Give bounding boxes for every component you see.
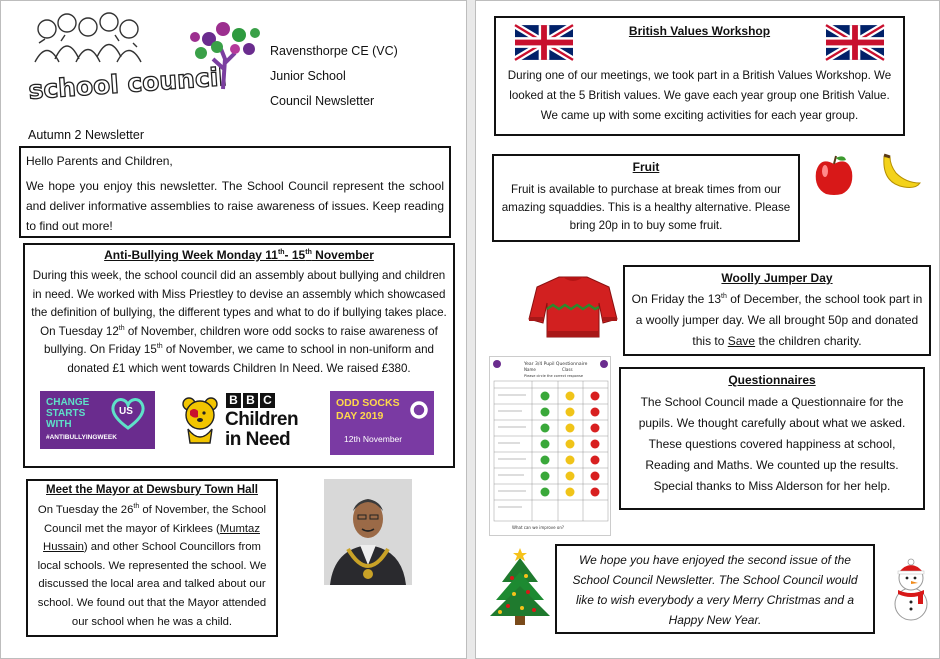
anti-bullying-week-logo: [40, 391, 155, 449]
date-sup: th: [156, 343, 163, 351]
newsletter-page-right: [475, 0, 940, 659]
mayor-photo: [324, 479, 412, 585]
bbc-block: B: [226, 393, 241, 408]
christmas-jumper-icon: [529, 273, 617, 339]
anti-bullying-text-3: of November, we came to school in non-uniform and donated £1 which went towards Children In Need. We raised £380.: [67, 343, 434, 375]
mayor-text-2: of November, the School Council met the mayor of Kirklees (: [44, 504, 267, 535]
logo3-date: 12th November: [344, 434, 403, 444]
questionnaires-body: The School Council made a Questionnaire for the pupils. We thought carefully about what we asked. These questions covered happiness at school, Reading and Maths. We counted up the results. Special thanks to Miss Alderson for her help.: [638, 395, 906, 493]
school-subtitle: Junior School: [270, 69, 346, 83]
newsletter-page-left: [0, 0, 467, 659]
bbc-blocks: [226, 393, 275, 408]
logo1-us: US: [119, 406, 133, 417]
closing-message: We hope you have enjoyed the second issue of the School Council Newsletter. The School Council would like to wish everybody a very Merry Christmas and a Happy New Year.: [572, 553, 858, 627]
jumper-text-3: the children charity.: [755, 334, 862, 348]
anti-bullying-title-b: - 15: [284, 248, 306, 262]
anti-bullying-text-2: of November, children wore odd socks to raise awareness of bullying. On Friday 15: [44, 324, 438, 356]
british-values-title: British Values Workshop: [628, 24, 771, 38]
title-sup: th: [305, 249, 312, 256]
sheet-footer: What can we improve on?: [512, 525, 564, 530]
anti-bullying-title-a: Anti-Bullying Week Monday 11: [104, 248, 278, 262]
anti-bullying-text-1: During this week, the school council did an assembly about bullying and children in need. We worked with Miss Priestley to devise an assembly which showcased the definition of bullying, the different types and what to do if bullying takes place. On Tuesday 12: [31, 269, 447, 338]
british-values-box: [494, 16, 905, 136]
logo1-line-a: CHANGE: [46, 397, 90, 408]
school-council-logo: [25, 7, 228, 125]
school-header: [270, 39, 440, 114]
intro-box: [19, 146, 451, 238]
woolly-jumper-body: [631, 289, 923, 352]
union-jack-flag-icon: [826, 25, 884, 60]
woolly-jumper-box: [623, 265, 931, 356]
anti-bullying-body: [31, 267, 447, 378]
save-link: Save: [727, 334, 756, 348]
intro-body: We hope you enjoy this newsletter. The School Council represent the school and deliver informative assemblies to raise awareness of issues. Keep reading to find out more!: [26, 179, 444, 233]
mayor-body: [33, 501, 271, 631]
school-tree-logo: [187, 19, 263, 91]
banana-icon: [878, 153, 922, 193]
bbc-block: C: [260, 393, 275, 408]
logo3-line-b: DAY 2019: [336, 410, 384, 422]
logo1-tag: #ANTIBULLYINGWEEK: [46, 434, 117, 441]
fruit-body: Fruit is available to purchase at break times from our amazing squaddies. This is a healthy alternative. Please bring 20p in to buy some fruit.: [501, 183, 791, 232]
christmas-tree-icon: [488, 544, 552, 626]
mayor-box: [26, 479, 278, 637]
logo-text: school council: [27, 62, 228, 105]
mayor-text-3: ) and other School Councillors from local schools. We represented the school. We discussed the local area and talked about our school. We found out that the Mayor attended our school when he was a child.: [37, 541, 267, 628]
fruit-title: Fruit: [632, 160, 660, 174]
questionnaires-title: Questionnaires: [728, 373, 816, 387]
heart-icon: [110, 396, 146, 430]
logo1-line-b: STARTS: [46, 408, 86, 419]
children-text: Children: [225, 409, 299, 430]
anti-bullying-title-c: November: [311, 248, 374, 262]
date-sup: th: [721, 293, 727, 300]
logo1-line-c: WITH: [46, 419, 72, 430]
anti-bullying-box: [23, 243, 455, 468]
sheet-name: Name: [524, 367, 536, 372]
woolly-jumper-title: Woolly Jumper Day: [721, 271, 833, 285]
newsletter-title: Council Newsletter: [270, 94, 375, 108]
anti-bullying-title: [31, 248, 447, 262]
sock-icon: [410, 399, 428, 421]
questionnaire-sheet-image: [489, 356, 611, 536]
pudsey-bear-icon: [180, 395, 220, 445]
union-jack-flag-icon: [515, 25, 573, 60]
apple-icon: [812, 154, 856, 196]
mayor-text-1: On Tuesday the 26: [37, 504, 134, 516]
edition-label: Autumn 2 Newsletter: [28, 128, 145, 142]
questionnaires-box: [619, 367, 925, 510]
snowman-icon: [888, 558, 934, 622]
date-sup: th: [133, 503, 140, 511]
odd-socks-day-logo: [330, 391, 434, 455]
in-need-text: in Need: [225, 429, 291, 450]
date-sup: th: [118, 324, 125, 332]
jumper-text-1: On Friday the 13: [631, 292, 722, 306]
greeting: Hello Parents and Children,: [26, 154, 173, 168]
british-values-body: During one of our meetings, we took part in a British Values Workshop. We looked at the 5 British values. We gave each year group one British Value. We came up with some exciting activities for each year group.: [507, 69, 892, 122]
title-sup: th: [277, 249, 285, 256]
sheet-class: Class: [562, 367, 573, 372]
sheet-note: Please circle the correct response: [524, 374, 584, 378]
bbc-block: B: [243, 393, 258, 408]
closing-message-box: [555, 544, 875, 634]
mayor-name: Mumtaz Hussain: [43, 522, 260, 554]
children-in-need-logo: [180, 391, 310, 453]
mayor-title: Meet the Mayor at Dewsbury Town Hall: [46, 484, 258, 496]
sheet-title: Year 3/4 Pupil Questionnaire: [524, 362, 588, 367]
logo3-line-a: ODD SOCKS: [336, 397, 400, 409]
jumper-text-2: of December, the school took part in a woolly jumper day. We all brought 50p and donated this to: [635, 292, 923, 348]
school-name: Ravensthorpe CE (VC): [270, 44, 398, 58]
fruit-box: [492, 154, 800, 242]
